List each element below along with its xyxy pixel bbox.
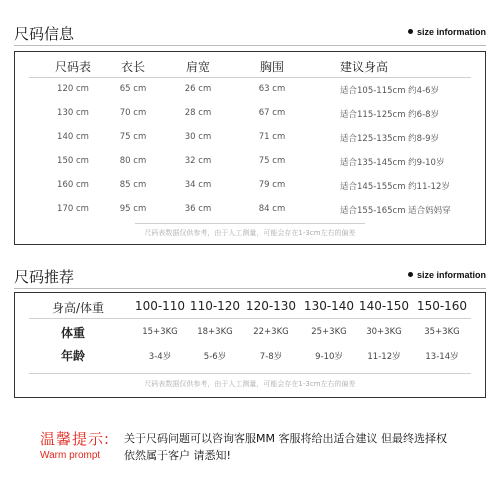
age-value: 5-6岁 xyxy=(203,352,227,362)
weight-value: 15+3KG xyxy=(142,327,178,337)
table-cell: 75 cm xyxy=(119,132,147,142)
table-cell: 84 cm xyxy=(258,204,286,214)
table-cell: 70 cm xyxy=(119,108,147,118)
header-length: 衣长 xyxy=(120,60,146,74)
table-cell: 95 cm xyxy=(119,204,147,214)
height-range: 120-130 xyxy=(245,299,297,313)
table-cell: 65 cm xyxy=(119,84,147,94)
size-recommend-tag: size information xyxy=(408,270,486,280)
size-recommend-header xyxy=(14,266,486,288)
height-weight-label: 身高/体重 xyxy=(51,301,105,315)
divider xyxy=(14,288,486,289)
divider xyxy=(14,45,486,46)
age-value: 9-10岁 xyxy=(315,352,343,362)
table-cell: 30 cm xyxy=(184,132,212,142)
height-range: 140-150 xyxy=(358,299,410,313)
table-cell: 67 cm xyxy=(258,108,286,118)
table-cell: 28 cm xyxy=(184,108,212,118)
table-cell: 适合105-115cm 约4-6岁 xyxy=(340,86,440,96)
table-cell: 140 cm xyxy=(57,132,89,142)
table-cell: 150 cm xyxy=(57,156,89,166)
header-height: 建议身高 xyxy=(340,60,389,74)
size-recommend-table xyxy=(14,292,486,398)
table-cell: 36 cm xyxy=(184,204,212,214)
warm-prompt-line-2: 依然属于客户 请悉知! xyxy=(124,449,231,462)
table-cell: 120 cm xyxy=(57,84,89,94)
table-cell: 适合135-145cm 约9-10岁 xyxy=(340,158,445,168)
header-divider xyxy=(29,318,471,319)
age-value: 11-12岁 xyxy=(367,352,401,362)
size-info-header xyxy=(14,23,486,45)
weight-value: 22+3KG xyxy=(253,327,289,337)
header-shoulder: 肩宽 xyxy=(185,60,211,74)
table-cell: 79 cm xyxy=(258,180,286,190)
table-cell: 130 cm xyxy=(57,108,89,118)
weight-value: 30+3KG xyxy=(366,327,402,337)
header-chest: 胸围 xyxy=(259,60,285,74)
table-cell: 适合145-155cm 约11-12岁 xyxy=(340,182,450,192)
age-value: 3-4岁 xyxy=(148,352,172,362)
weight-value: 35+3KG xyxy=(424,327,460,337)
age-value: 13-14岁 xyxy=(425,352,459,362)
bullet-icon xyxy=(408,272,413,277)
table-cell: 26 cm xyxy=(184,84,212,94)
table-cell: 适合125-135cm 约8-9岁 xyxy=(340,134,440,144)
note-divider xyxy=(29,373,471,374)
header-size: 尺码表 xyxy=(54,60,92,74)
height-range: 100-110 xyxy=(134,299,186,313)
size-info-title: 尺码信息 xyxy=(14,25,75,43)
table-cell: 71 cm xyxy=(258,132,286,142)
size-info-tag: size information xyxy=(408,27,486,37)
height-range: 150-160 xyxy=(416,299,468,313)
size-chart-note: 尺码表数据仅供参考，由于人工测量，可能会存在1-3cm左右的偏差 xyxy=(144,229,356,237)
table-cell: 适合115-125cm 约6-8岁 xyxy=(340,110,440,120)
size-chart-table xyxy=(14,51,486,245)
age-value: 7-8岁 xyxy=(259,352,283,362)
table-cell: 170 cm xyxy=(57,204,89,214)
warm-prompt-title: 温馨提示: xyxy=(40,430,111,448)
height-range: 110-120 xyxy=(189,299,241,313)
weight-label: 体重 xyxy=(60,326,86,340)
table-cell: 34 cm xyxy=(184,180,212,190)
table-cell: 75 cm xyxy=(258,156,286,166)
table-cell: 63 cm xyxy=(258,84,286,94)
bullet-icon xyxy=(408,29,413,34)
warm-prompt-subtitle: Warm prompt xyxy=(40,450,101,461)
table-cell: 160 cm xyxy=(57,180,89,190)
table-cell: 80 cm xyxy=(119,156,147,166)
weight-value: 18+3KG xyxy=(197,327,233,337)
table-cell: 85 cm xyxy=(119,180,147,190)
size-recommend-note: 尺码表数据仅供参考，由于人工测量，可能会存在1-3cm左右的偏差 xyxy=(144,380,356,388)
height-range: 130-140 xyxy=(303,299,355,313)
table-cell: 32 cm xyxy=(184,156,212,166)
warm-prompt-line-1: 关于尺码问题可以咨询客服MM 客服将给出适合建议 但最终选择权 xyxy=(124,432,447,445)
header-divider xyxy=(29,77,471,78)
table-cell: 适合155-165cm 适合妈妈穿 xyxy=(340,206,451,216)
age-label: 年龄 xyxy=(60,349,86,363)
note-divider xyxy=(135,223,365,224)
warm-prompt-text xyxy=(124,430,484,464)
size-recommend-title: 尺码推荐 xyxy=(14,268,75,286)
weight-value: 25+3KG xyxy=(311,327,347,337)
